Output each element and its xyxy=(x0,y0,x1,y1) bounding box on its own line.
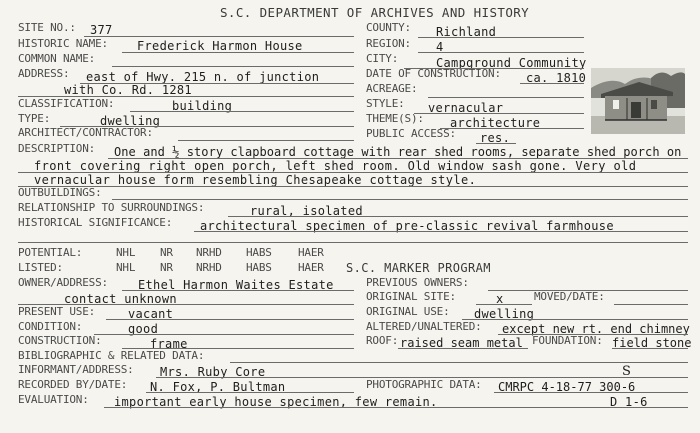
rule xyxy=(112,66,354,67)
potential-nhl: NHL xyxy=(116,246,136,259)
rule xyxy=(398,348,528,349)
county-label: COUNTY: xyxy=(366,21,411,34)
original-site-value: x xyxy=(496,292,504,306)
themes-value: architecture xyxy=(450,116,541,130)
description-line2: front covering right open porch, left shed room. Old window sash gone. Very old xyxy=(34,159,637,173)
rule xyxy=(230,362,688,363)
date-construction-value: ca. 1810 xyxy=(526,71,587,85)
rule xyxy=(418,37,584,38)
rule xyxy=(94,334,354,335)
informant-label: INFORMANT/ADDRESS: xyxy=(18,363,134,376)
potential-haer: HAER xyxy=(298,246,324,259)
style-label: STYLE: xyxy=(366,97,405,110)
rule xyxy=(84,36,354,37)
rule xyxy=(178,140,354,141)
photo-reference: D 1-6 xyxy=(610,395,648,409)
rule xyxy=(122,52,354,53)
house-photo xyxy=(591,68,685,134)
acreage-label: ACREAGE: xyxy=(366,82,418,95)
photographic-data-label: PHOTOGRAPHIC DATA: xyxy=(366,378,482,391)
owner-value-line1: Ethel Harmon Waites Estate xyxy=(138,278,334,292)
listed-nrhd: NRHD xyxy=(196,261,222,274)
rule xyxy=(194,231,688,232)
address-value-line2: with Co. Rd. 1281 xyxy=(64,83,192,97)
rule xyxy=(228,216,688,217)
listed-habs: HABS xyxy=(246,261,272,274)
rule xyxy=(18,186,688,187)
rule xyxy=(494,392,688,393)
common-name-label: COMMON NAME: xyxy=(18,52,96,65)
region-label: REGION: xyxy=(366,37,411,50)
address-value-line1: east of Hwy. 215 n. of junction xyxy=(86,70,320,84)
listed-nr: NR xyxy=(160,261,173,274)
rule xyxy=(130,111,354,112)
original-site-label: ORIGINAL SITE: xyxy=(366,290,456,303)
outbuildings-label: OUTBUILDINGS: xyxy=(18,186,102,199)
construction-label: CONSTRUCTION: xyxy=(18,334,102,347)
original-use-label: ORIGINAL USE: xyxy=(366,305,450,318)
bibliography-label: BIBLIOGRAPHIC & RELATED DATA: xyxy=(18,349,205,362)
present-use-label: PRESENT USE: xyxy=(18,305,96,318)
marker-program-heading: S.C. MARKER PROGRAM xyxy=(346,261,491,275)
photographic-data-value: CMRPC 4-18-77 300-6 xyxy=(498,380,636,394)
rule xyxy=(428,97,584,98)
moved-date-label: MOVED/DATE: xyxy=(534,290,605,303)
themes-label: THEME(S): xyxy=(366,112,424,125)
classification-value: building xyxy=(172,99,233,113)
evaluation-value: important early house specimen, few remain. xyxy=(114,395,438,409)
rule xyxy=(520,83,584,84)
foundation-value: field stone xyxy=(612,336,692,350)
site-no-label: SITE NO.: xyxy=(18,21,76,34)
recorded-by-label: RECORDED BY/DATE: xyxy=(18,378,128,391)
rule xyxy=(122,290,354,291)
listed-nhl: NHL xyxy=(116,261,136,274)
rule xyxy=(462,319,688,320)
present-use-value: vacant xyxy=(128,307,174,321)
classification-label: CLASSIFICATION: xyxy=(18,97,115,110)
listed-haer: HAER xyxy=(298,261,324,274)
architect-label: ARCHITECT/CONTRACTOR: xyxy=(18,126,153,139)
listed-label: LISTED: xyxy=(18,261,63,274)
rule xyxy=(612,348,688,349)
description-line3: vernacular house form resembling Chesapeake cottage style. xyxy=(34,173,477,187)
condition-value: good xyxy=(128,322,159,336)
rule xyxy=(440,128,584,129)
type-label: TYPE: xyxy=(18,112,51,125)
city-value: Campground Community xyxy=(436,56,587,70)
rule xyxy=(106,319,354,320)
relationship-value: rural, isolated xyxy=(250,204,363,218)
rule xyxy=(146,392,354,393)
recorded-by-value: N. Fox, P. Bultman xyxy=(150,380,286,394)
evaluation-label: EVALUATION: xyxy=(18,393,89,406)
foundation-label: FOUNDATION: xyxy=(532,334,603,347)
region-value: 4 xyxy=(436,40,444,54)
type-value: dwelling xyxy=(100,114,161,128)
historic-name-value: Frederick Harmon House xyxy=(137,39,303,53)
rule xyxy=(418,52,584,53)
informant-value: Mrs. Ruby Core xyxy=(160,365,266,379)
county-value: Richland xyxy=(436,25,497,39)
previous-owners-label: PREVIOUS OWNERS: xyxy=(366,276,469,289)
public-access-value: res. xyxy=(480,131,511,145)
potential-habs: HABS xyxy=(246,246,272,259)
city-label: CITY: xyxy=(366,52,399,65)
handwritten-mark: S xyxy=(622,364,632,379)
site-no-value: 377 xyxy=(90,23,113,37)
altered-value: except new rt. end chimney xyxy=(502,322,690,336)
rule xyxy=(476,304,532,305)
description-label: DESCRIPTION: xyxy=(18,142,96,155)
rule xyxy=(112,199,688,200)
potential-nr: NR xyxy=(160,246,173,259)
rule xyxy=(104,407,688,408)
rule xyxy=(18,242,688,243)
rule xyxy=(476,143,516,144)
house-photo-image xyxy=(591,68,685,134)
significance-label: HISTORICAL SIGNIFICANCE: xyxy=(18,216,173,229)
owner-value-line2: contact unknown xyxy=(64,292,177,306)
agency-header: S.C. DEPARTMENT OF ARCHIVES AND HISTORY xyxy=(220,5,530,20)
public-access-label: PUBLIC ACCESS: xyxy=(366,127,456,140)
address-label: ADDRESS: xyxy=(18,67,70,80)
date-construction-label: DATE OF CONSTRUCTION: xyxy=(366,67,501,80)
rule xyxy=(414,113,584,114)
rule xyxy=(614,304,688,305)
description-line1: One and ½ story clapboard cottage with rear shed rooms, separate shed porch on xyxy=(114,145,682,159)
condition-label: CONDITION: xyxy=(18,320,83,333)
historic-name-label: HISTORIC NAME: xyxy=(18,37,108,50)
style-value: vernacular xyxy=(428,101,504,115)
owner-label: OWNER/ADDRESS: xyxy=(18,276,108,289)
significance-value: architectural specimen of pre-classic revival farmhouse xyxy=(200,219,614,233)
roof-label: ROOF: xyxy=(366,334,399,347)
altered-label: ALTERED/UNALTERED: xyxy=(366,320,482,333)
original-use-value: dwelling xyxy=(474,307,535,321)
relationship-label: RELATIONSHIP TO SURROUNDINGS: xyxy=(18,201,205,214)
roof-value: raised seam metal xyxy=(400,336,523,350)
potential-nrhd: NRHD xyxy=(196,246,222,259)
construction-value: frame xyxy=(150,337,188,351)
potential-label: POTENTIAL: xyxy=(18,246,83,259)
